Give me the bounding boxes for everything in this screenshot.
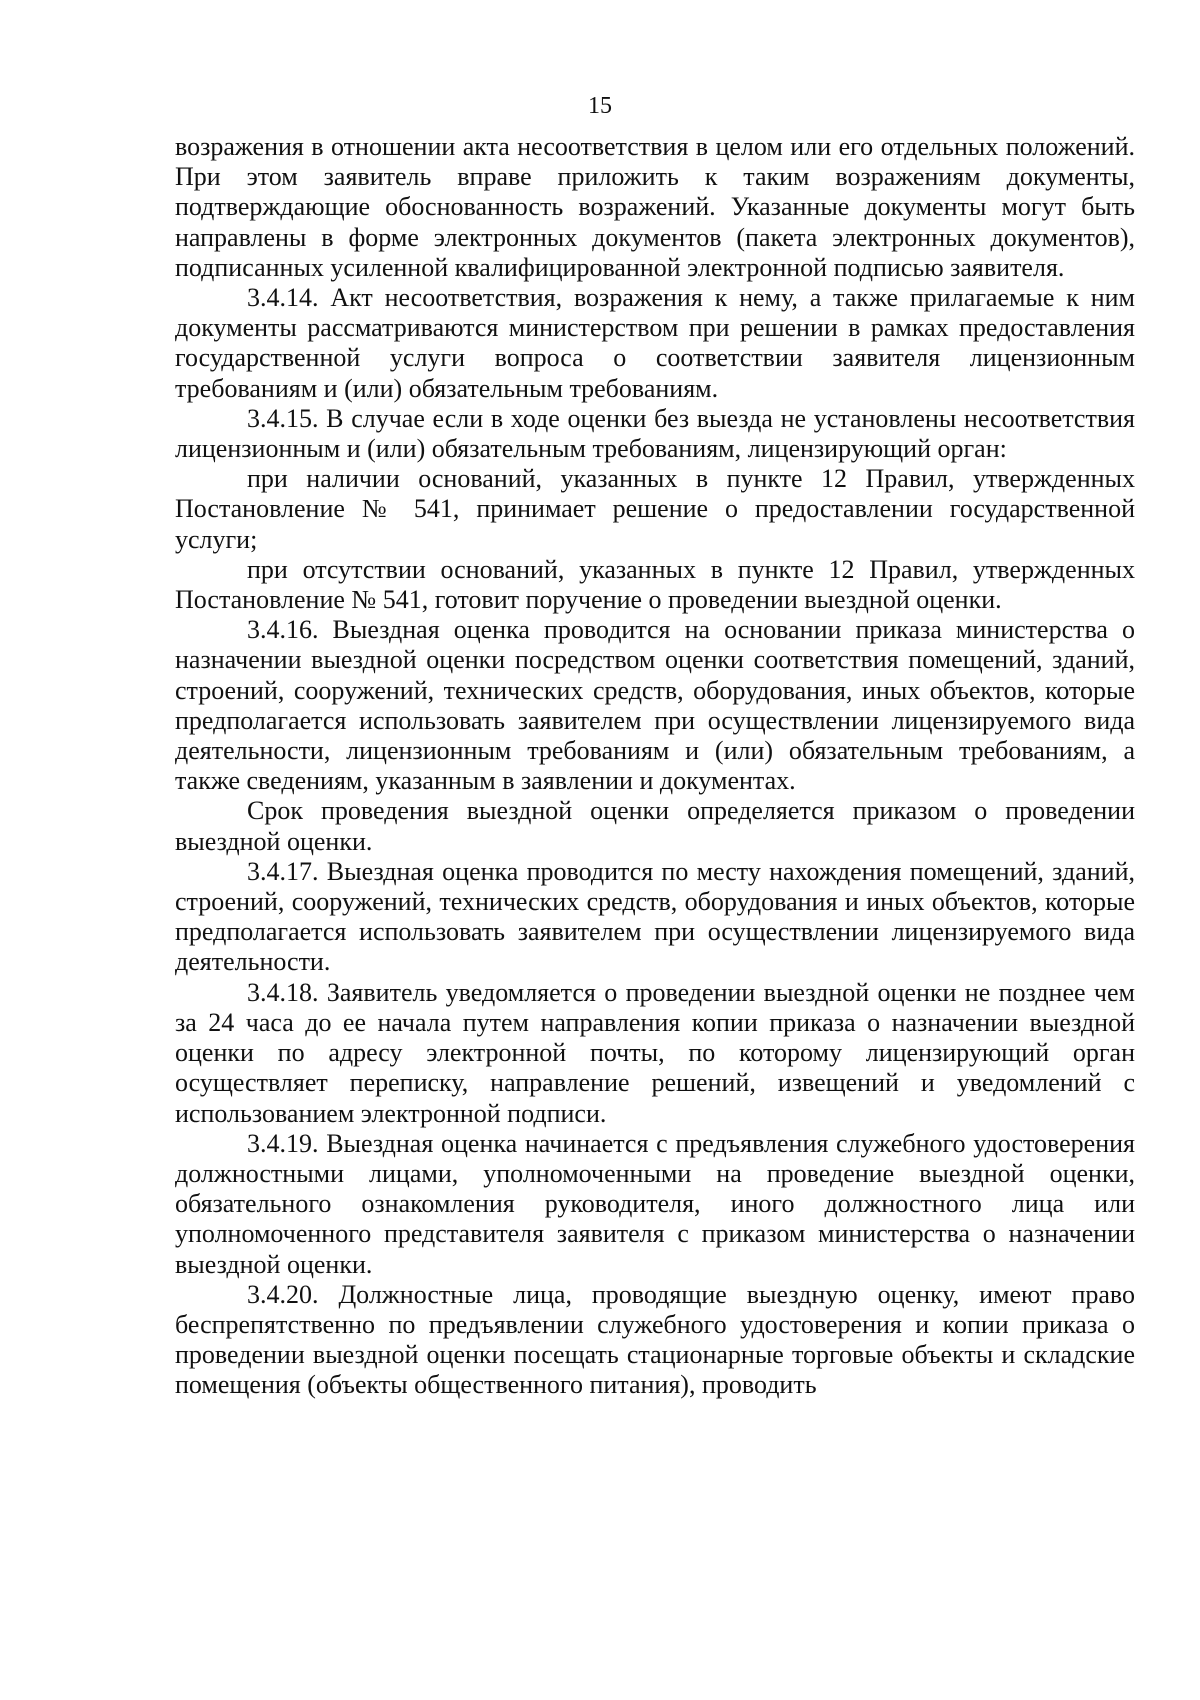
document-body (175, 132, 1135, 1401)
page-number: 15 (588, 93, 612, 119)
paragraph-3-4-15-item-1: при наличии оснований, указанных в пункте 12 Правил, утвержденных Постановление № 541, принимает решение о предоставлении государственной услуги; (175, 464, 1135, 554)
paragraph-3-4-18: 3.4.18. Заявитель уведомляется о проведении выездной оценки не позднее чем за 24 часа до ее начала путем направления копии приказа о назначении выездной оценки по адресу электронной почты, по которому лицензирующий орган осуществляет переписку, направление решений, извещений и уведомлений с использованием электронной подписи. (175, 977, 1135, 1128)
paragraph-3-4-15-item-2: при отсутствии оснований, указанных в пункте 12 Правил, утвержденных Постановление № 541, готовит поручение о проведении выездной оценки. (175, 554, 1135, 615)
paragraph-3-4-20: 3.4.20. Должностные лица, проводящие выездную оценку, имеют право беспрепятственно по предъявлении служебного удостоверения и копии приказа о проведении выездной оценки посещать стационарные торговые объекты и складские помещения (объекты общественного питания), проводить (175, 1279, 1135, 1400)
paragraph-3-4-19: 3.4.19. Выездная оценка начинается с предъявления служебного удостоверения должностными лицами, уполномоченными на проведение выездной оценки, обязательного ознакомления руководителя, иного должностного лица или уполномоченного представителя заявителя с приказом министерства о назначении выездной оценки. (175, 1128, 1135, 1279)
paragraph-3-4-16-term: Срок проведения выездной оценки определяется приказом о проведении выездной оценки. (175, 796, 1135, 856)
paragraph-3-4-17: 3.4.17. Выездная оценка проводится по месту нахождения помещений, зданий, строений, сооружений, технических средств, оборудования и иных объектов, которые предполагается использовать заявителем при осуществлении лицензируемого вида деятельности. (175, 856, 1135, 977)
paragraph-3-4-14: 3.4.14. Акт несоответствия, возражения к нему, а также прилагаемые к ним документы рассматриваются министерством при решении в рамках предоставления государственной услуги вопроса о соответствии заявителя лицензионным требованиям и (или) обязательным требованиям. (175, 283, 1135, 403)
paragraph-3-4-15: 3.4.15. В случае если в ходе оценки без выезда не установлены несоответствия лицензионным и (или) обязательным требованиям, лицензирующий орган: (175, 403, 1135, 464)
paragraph-3-4-16: 3.4.16. Выездная оценка проводится на основании приказа министерства о назначении выездной оценки посредством оценки соответствия помещений, зданий, строений, сооружений, технических средств, оборудования, иных объектов, которые предполагается использовать заявителем при осуществлении лицензируемого вида деятельности, лицензионным требованиям и (или) обязательным требованиям, а также сведениям, указанным в заявлении и документах. (175, 615, 1135, 796)
paragraph-continuation: возражения в отношении акта несоответствия в целом или его отдельных положений. При этом заявитель вправе приложить к таким возражениям документы, подтверждающие обоснованность возражений. Указанные документы могут быть направлены в форме электронных документов (пакета электронных документов), подписанных усиленной квалифицированной электронной подписью заявителя. (175, 132, 1135, 282)
